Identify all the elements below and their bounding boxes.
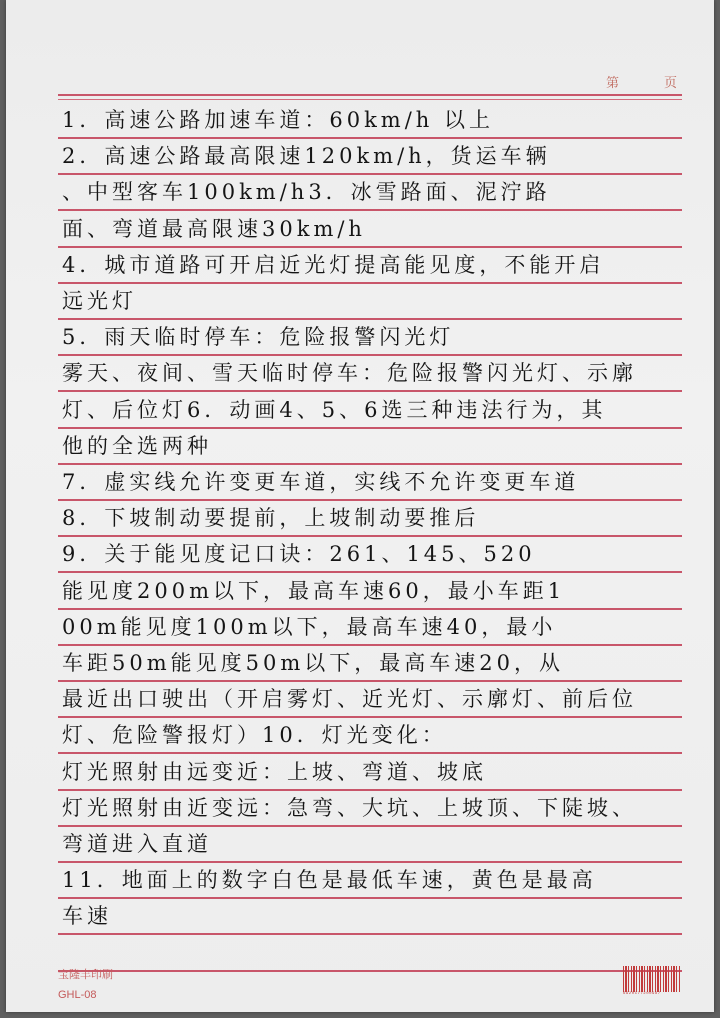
ruled-line bbox=[58, 752, 682, 754]
ruled-line bbox=[58, 354, 682, 356]
ruled-line bbox=[58, 137, 682, 139]
handwritten-line: 车距50m能见度50m以下，最高车速20，从 bbox=[62, 651, 564, 675]
page-label-di: 第 bbox=[606, 76, 620, 91]
handwritten-line: 7．虚实线允许变更车道，实线不允许变更车道 bbox=[62, 470, 580, 494]
paper-code: GHL-08 bbox=[58, 989, 97, 1001]
header-rule-thin bbox=[58, 99, 682, 100]
handwritten-line: 00m能见度100m以下，最高车速40，最小 bbox=[62, 615, 557, 639]
handwritten-line: 灯、后位灯6．动画4、5、6选三种违法行为，其 bbox=[62, 398, 607, 422]
handwritten-line: 车速 bbox=[62, 904, 112, 928]
ruled-line bbox=[58, 970, 682, 972]
ruled-line bbox=[58, 209, 682, 211]
ruled-line bbox=[58, 789, 682, 791]
handwritten-line: 灯光照射由远变近：上坡、弯道、坡底 bbox=[62, 760, 487, 784]
handwritten-line: 2．高速公路最高限速120km/h，货运车辆 bbox=[62, 144, 551, 168]
barcode-bars bbox=[623, 966, 681, 992]
handwritten-line: 9．关于能见度记口诀：261、145、520 bbox=[62, 542, 536, 566]
handwritten-line: 灯、危险警报灯）10．灯光变化： bbox=[62, 723, 447, 747]
ruled-line bbox=[58, 390, 682, 392]
ruled-line bbox=[58, 897, 682, 899]
handwritten-line: 、中型客车100km/h3．冰雪路面、泥泞路 bbox=[62, 180, 551, 204]
ruled-line bbox=[58, 644, 682, 646]
handwritten-line: 远光灯 bbox=[62, 289, 137, 313]
handwritten-line: 他的全选两种 bbox=[62, 434, 212, 458]
ruled-line bbox=[58, 499, 682, 501]
barcode-number: 6920177200987 bbox=[623, 992, 661, 996]
handwritten-line: 4．城市道路可开启近光灯提高能见度，不能开启 bbox=[62, 253, 605, 277]
handwritten-line: 8．下坡制动要提前，上坡制动要推后 bbox=[62, 506, 480, 530]
ruled-line bbox=[58, 173, 682, 175]
handwritten-line: 面、弯道最高限速30km/h bbox=[62, 217, 366, 241]
handwritten-line: 灯光照射由近变远：急弯、大坑、上坡顶、下陡坡、 bbox=[62, 796, 637, 820]
ruled-line bbox=[58, 427, 682, 429]
ruled-line bbox=[58, 825, 682, 827]
handwritten-line: 1．高速公路加速车道：60km/h 以上 bbox=[62, 108, 494, 132]
ruled-line bbox=[58, 933, 682, 935]
handwritten-line: 11．地面上的数字白色是最低车速，黄色是最高 bbox=[62, 868, 597, 892]
ruled-line bbox=[58, 861, 682, 863]
handwritten-line: 能见度200m以下，最高车速60，最小车距1 bbox=[62, 579, 566, 603]
ruled-line bbox=[58, 246, 682, 248]
barcode bbox=[623, 966, 681, 998]
handwritten-line: 雾天、夜间、雪天临时停车：危险报警闪光灯、示廓 bbox=[62, 361, 637, 385]
ruled-line bbox=[58, 535, 682, 537]
handwritten-line: 5．雨天临时停车：危险报警闪光灯 bbox=[62, 325, 455, 349]
publisher-label: 宝隆丰印刷 bbox=[58, 969, 113, 981]
ruled-line bbox=[58, 463, 682, 465]
ruled-line bbox=[58, 716, 682, 718]
ruled-line bbox=[58, 282, 682, 284]
notebook-page bbox=[6, 0, 714, 1012]
ruled-line bbox=[58, 680, 682, 682]
handwritten-line: 弯道进入直道 bbox=[62, 832, 212, 856]
ruled-line bbox=[58, 318, 682, 320]
header-rule bbox=[58, 94, 682, 96]
ruled-line bbox=[58, 571, 682, 573]
ruled-line bbox=[58, 608, 682, 610]
page-label-ye: 页 bbox=[664, 76, 678, 91]
handwritten-line: 最近出口驶出（开启雾灯、近光灯、示廓灯、前后位 bbox=[62, 687, 637, 711]
